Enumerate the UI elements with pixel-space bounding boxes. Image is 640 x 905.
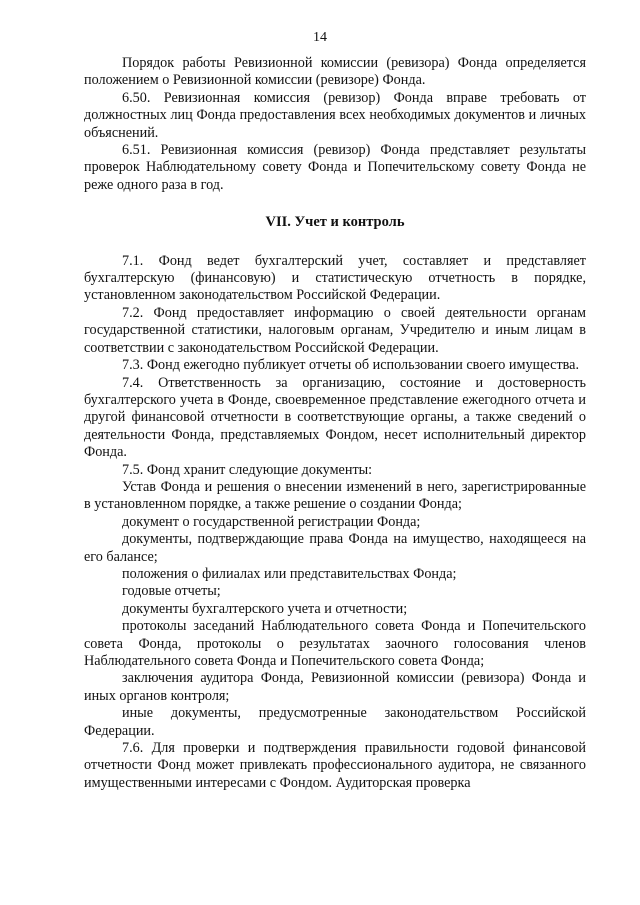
- list-item-annual-reports: годовые отчеты;: [122, 583, 221, 600]
- list-item-meeting-minutes: протоколы заседаний Наблюдательного совета Фонда и Попечительского совета Фонда, протоколы о результатах заочного голосования членов Наблюдательного совета Фонда и Попечительского совета Фонда;: [84, 618, 586, 669]
- section-heading: VII. Учет и контроль: [265, 214, 405, 231]
- list-item-branch-regulations: положения о филиалах или представительствах Фонда;: [122, 565, 457, 582]
- list-item-registration-document: документ о государственной регистрации Фонда;: [122, 513, 421, 530]
- page-number: 14: [313, 30, 327, 45]
- paragraph-revision-commission-order: Порядок работы Ревизионной комиссии (ревизора) Фонда определяется положением о Ревизионной комиссии (ревизоре) Фонда.: [84, 55, 586, 89]
- list-item-auditor-conclusions: заключения аудитора Фонда, Ревизионной комиссии (ревизора) Фонда и иных органов контроля;: [84, 670, 586, 704]
- list-item-accounting-documents: документы бухгалтерского учета и отчетности;: [122, 600, 408, 617]
- paragraph-7-3: 7.3. Фонд ежегодно публикует отчеты об использовании своего имущества.: [122, 357, 580, 374]
- paragraph-7-2: 7.2. Фонд предоставляет информацию о своей деятельности органам государственной статистики, налоговым органам, Учредителю и иным лицам в соответствии с законодательством Российской Федерации.: [84, 304, 586, 356]
- document-body: [84, 55, 586, 792]
- paragraph-7-4: 7.4. Ответственность за организацию, состояние и достоверность бухгалтерского учета в Фонде, своевременное представление ежегодного отчета и другой финансовой отчетности в соответствующие органы, а также сведений о деятельности Фонда, представляемых Фондом, несет исполнительный директор Фонда.: [84, 374, 586, 461]
- paragraph-7-1: 7.1. Фонд ведет бухгалтерский учет, составляет и представляет бухгалтерскую (финансовую) и статистическую отчетность в порядке, установленном законодательством Российской Федерации.: [84, 252, 586, 304]
- paragraph-7-5: 7.5. Фонд хранит следующие документы:: [122, 461, 373, 478]
- paragraph-6-50: 6.50. Ревизионная комиссия (ревизор) Фонда вправе требовать от должностных лиц Фонда предоставления всех необходимых документов и личных объяснений.: [84, 89, 586, 141]
- paragraph-6-51: 6.51. Ревизионная комиссия (ревизор) Фонда представляет результаты проверок Наблюдательному совету Фонда и Попечительскому совету Фонда не реже одного раза в год.: [84, 142, 586, 193]
- paragraph-7-6: 7.6. Для проверки и подтверждения правильности годовой финансовой отчетности Фонд может привлекать профессионального аудитора, не связанного имущественными интересами с Фондом. Аудиторская проверка: [84, 740, 586, 791]
- list-item-other-documents: иные документы, предусмотренные законодательством Российской Федерации.: [84, 705, 586, 739]
- list-item-property-rights: документы, подтверждающие права Фонда на имущество, находящееся на его балансе;: [84, 531, 586, 565]
- list-item-charter: Устав Фонда и решения о внесении изменений в него, зарегистрированные в установленном порядке, а также решение о создании Фонда;: [84, 478, 586, 513]
